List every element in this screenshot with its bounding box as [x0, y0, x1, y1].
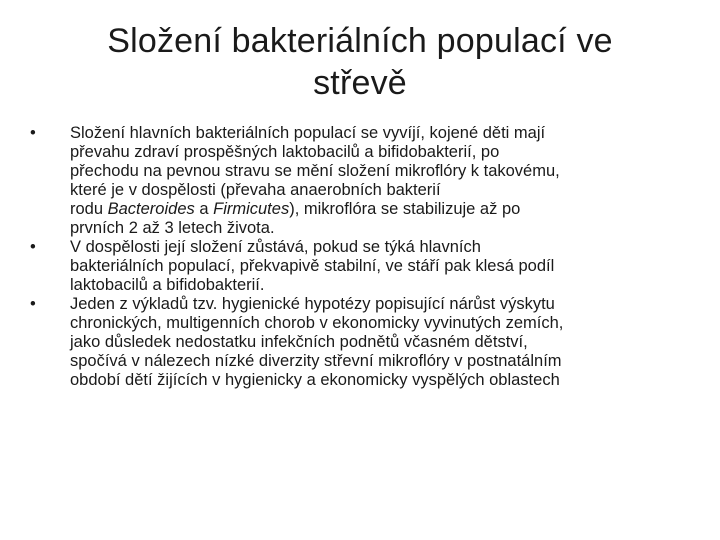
bullet-text-line: prvních 2 až 3 letech života.: [70, 219, 275, 237]
title-line: střevě: [313, 64, 407, 102]
genus-name-bacteroides: Bacteroides: [107, 200, 195, 218]
bullet-text-line: které je v dospělosti (převaha anaerobních bakterií: [70, 181, 441, 199]
bullet-text-line: [70, 200, 690, 219]
bullet-item-hygiene-hypothesis: [30, 295, 690, 390]
title-line: Složení bakteriálních populací ve: [107, 22, 613, 60]
bullet-text-line: laktobacilů a bifidobakterií.: [70, 276, 265, 294]
slide-title: [60, 20, 660, 104]
bullet-text-line: bakteriálních populací, překvapivě stabilní, ve stáří pak klesá podíl: [70, 257, 555, 275]
text-segment: ), mikroflóra se stabilizuje až po: [289, 200, 521, 218]
bullet-icon: •: [30, 124, 36, 142]
bullet-text-line: přechodu na pevnou stravu se mění složení mikroflóry k takovému,: [70, 162, 560, 180]
bullet-text-line: Jeden z výkladů tzv. hygienické hypotézy popisující nárůst výskytu: [70, 295, 555, 313]
bullet-item-development: [30, 124, 690, 238]
text-segment: rodu: [70, 200, 108, 218]
bullet-icon: •: [30, 238, 36, 256]
bullet-item-adulthood: [30, 238, 690, 295]
text-segment: a: [194, 200, 214, 218]
bullet-text-line: V dospělosti její složení zůstává, pokud se týká hlavních: [70, 238, 481, 256]
bullet-text-line: spočívá v nálezech nízké diverzity střevní mikroflóry v postnatálním: [70, 352, 562, 370]
bullet-text-line: převahu zdraví prospěšných laktobacilů a bifidobakterií, po: [70, 143, 500, 161]
bullet-text-line: jako důsledek nedostatku infekčních podnětů včasném dětství,: [70, 333, 528, 351]
genus-name-firmicutes: Firmicutes: [213, 200, 290, 218]
bullet-list: [30, 124, 690, 390]
bullet-text-line: Složení hlavních bakteriálních populací se vyvíjí, kojené děti mají: [70, 124, 546, 142]
bullet-icon: •: [30, 295, 36, 313]
bullet-text-line: chronických, multigenních chorob v ekonomicky vyvinutých zemích,: [70, 314, 564, 332]
bullet-text-line: období dětí žijících v hygienicky a ekonomicky vyspělých oblastech: [70, 371, 560, 389]
